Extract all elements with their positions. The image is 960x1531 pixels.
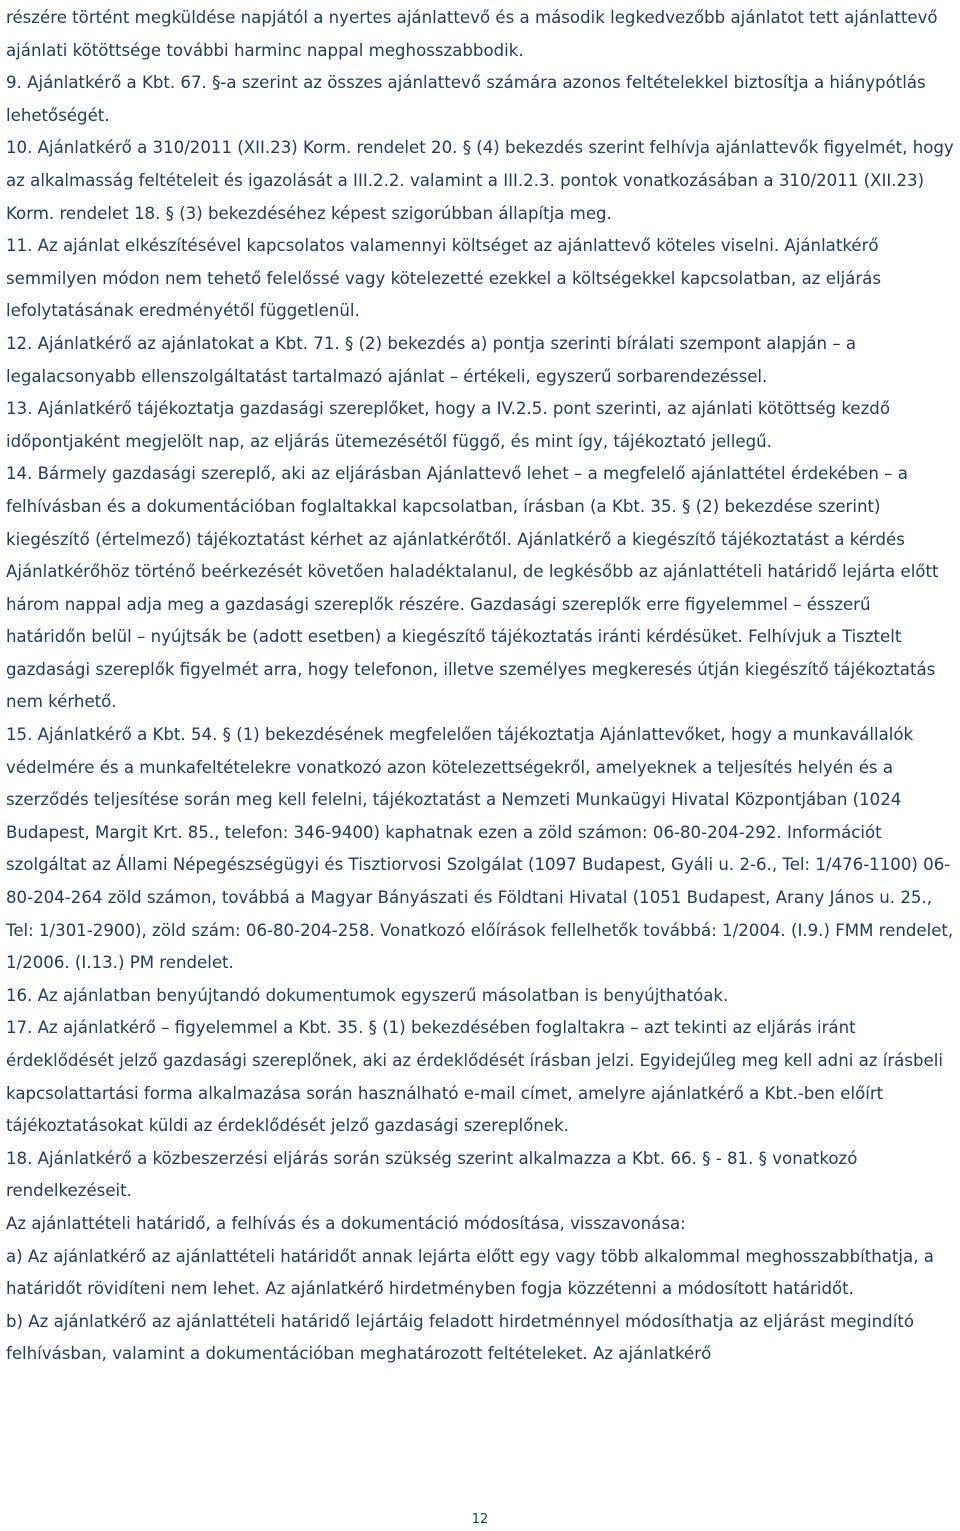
paragraph-18: 18. Ajánlatkérő a közbeszerzési eljárás során szükség szerint alkalmazza a Kbt. 66. § - 81. § vonatkozó rendelkezéseit. bbox=[6, 1148, 858, 1201]
paragraph-9: 9. Ajánlatkérő a Kbt. 67. §-a szerint az összes ajánlattevő számára azonos feltételekkel biztosítja a hiánypótlás lehetőségét. bbox=[6, 73, 926, 125]
paragraph-10: 10. Ajánlatkérő a 310/2011 (XII.23) Korm. rendelet 20. § (4) bekezdés szerint felhívja ajánlattevők figyelmét, hogy az alkalmasság feltételeit és igazolását a III.2.2. valamint a III.2.3. pontok vonatkozásában a 310/2011 (XII.23) Korm. rendelet 18. § (3) bekezdéséhez képest szigorúbban állapítja meg. bbox=[6, 138, 954, 223]
section-heading-deadline-modification: Az ajánlattételi határidő, a felhívás és a dokumentáció módosítása, visszavonása: bbox=[6, 1213, 686, 1233]
paragraph-15: 15. Ajánlatkérő a Kbt. 54. § (1) bekezdésének megfelelően tájékoztatja Ajánlattevőket, hogy a munkavállalók védelmére és a munkafeltételekre vonatkozó azon kötelezettségekről, amelyeknek a teljesítés helyén és a szerződés teljesítése során meg kell felelni, tájékoztatást a Nemzeti Munkaügyi Hivatal Központjában (1024 Budapest, Margit Krt. 85., telefon: 346-9400) kaphatnak ezen a zöld számon: 06-80-204-292. Információt szolgáltat az Állami Népegészségügyi és Tisztiorvosi Szolgálat (1097 Budapest, Gyáli u. 2-6., Tel: 1/476-1100) 06-80-204-264 zöld számon, továbbá a Magyar Bányászati és Földtani Hivatal (1051 Budapest, Arany János u. 25., Tel: 1/301-2900), zöld szám: 06-80-204-258. Vonatkozó előírások fellelhetők továbbá: 1/2004. (I.9.) FMM rendelet, 1/2006. (I.13.) PM rendelet. bbox=[6, 725, 954, 973]
paragraph-14: 14. Bármely gazdasági szereplő, aki az eljárásban Ajánlattevő lehet – a megfelelő ajánlattétel érdekében – a felhívásban és a dokumentációban foglaltakkal kapcsolatban, írásban (a Kbt. 35. § (2) bekezdése szerint) kiegészítő (értelmező) tájékoztatást kérhet az ajánlatkérőtől. Ajánlatkérő a kiegészítő tájékoztatást a kérdés Ajánlatkérőhöz történő beérkezését követően haladéktalanul, de legkésőbb az ajánlattételi határidő lejárta előtt három nappal adja meg a gazdasági szereplők részére. Gazdasági szereplők erre figyelemmel – ésszerű határidőn belül – nyújtsák be (adott esetben) a kiegészítő tájékoztatás iránti kérdésüket. Felhívjuk a Tisztelt gazdasági szereplők figyelmét arra, hogy telefonon, illetve személyes megkeresés útján kiegészítő tájékoztatás nem kérhető. bbox=[6, 464, 939, 712]
paragraph-17: 17. Az ajánlatkérő – figyelemmel a Kbt. 35. § (1) bekezdésében foglaltakra – azt tekinti az eljárás iránt érdeklődését jelző gazdasági szereplőnek, aki az érdeklődését írásban jelzi. Egyidejűleg meg kell adni az írásbeli kapcsolattartási forma alkalmazása során használható e-mail címet, amelyre ajánlatkérő a Kbt.-ben előírt tájékoztatásokat küldi az érdeklődését jelző gazdasági szereplőnek. bbox=[6, 1018, 943, 1136]
paragraph-11: 11. Az ajánlat elkészítésével kapcsolatos valamennyi költséget az ajánlattevő köteles viselni. Ajánlatkérő semmilyen módon nem tehető felelőssé vagy kötelezetté ezekkel a költségekkel kapcsolatban, az eljárás lefolytatásának eredményétől függetlenül. bbox=[6, 236, 881, 321]
paragraph-8-continuation: részére történt megküldése napjától a nyertes ajánlattevő és a második legkedvezőbb ajánlatot tett ajánlattevő ajánlati kötöttsége további harminc nappal meghosszabbodik. bbox=[6, 8, 938, 60]
paragraph-13: 13. Ajánlatkérő tájékoztatja gazdasági szereplőket, hogy a IV.2.5. pont szerinti, az ajánlati kötöttség kezdő időpontjaként megjelölt nap, az eljárás ütemezésétől függő, és mint így, tájékoztató jellegű. bbox=[6, 399, 890, 451]
paragraph-16: 16. Az ajánlatban benyújtandó dokumentumok egyszerű másolatban is benyújthatóak. bbox=[6, 985, 729, 1005]
paragraph-12: 12. Ajánlatkérő az ajánlatokat a Kbt. 71. § (2) bekezdés a) pontja szerinti bírálati szempont alapján – a legalacsonyabb ellenszolgáltatást tartalmazó ajánlat – értékeli, egyszerű sorbarendezéssel. bbox=[6, 333, 857, 386]
paragraph-a: a) Az ajánlatkérő az ajánlattételi határidőt annak lejárta előtt egy vagy több alkalommal meghosszabbíthatja, a határidőt rövidíteni nem lehet. Az ajánlatkérő hirdetményben fogja közzétenni a módosított határidőt. bbox=[6, 1246, 934, 1299]
document-body bbox=[6, 2, 954, 1371]
paragraph-b: b) Az ajánlatkérő az ajánlattételi határidő lejártáig feladott hirdetménnyel módosíthatja az eljárást megindító felhívásban, valamint a dokumentációban meghatározott feltételeket. Az ajánlatkérő bbox=[6, 1311, 914, 1364]
page-number: 12 bbox=[471, 1512, 489, 1527]
